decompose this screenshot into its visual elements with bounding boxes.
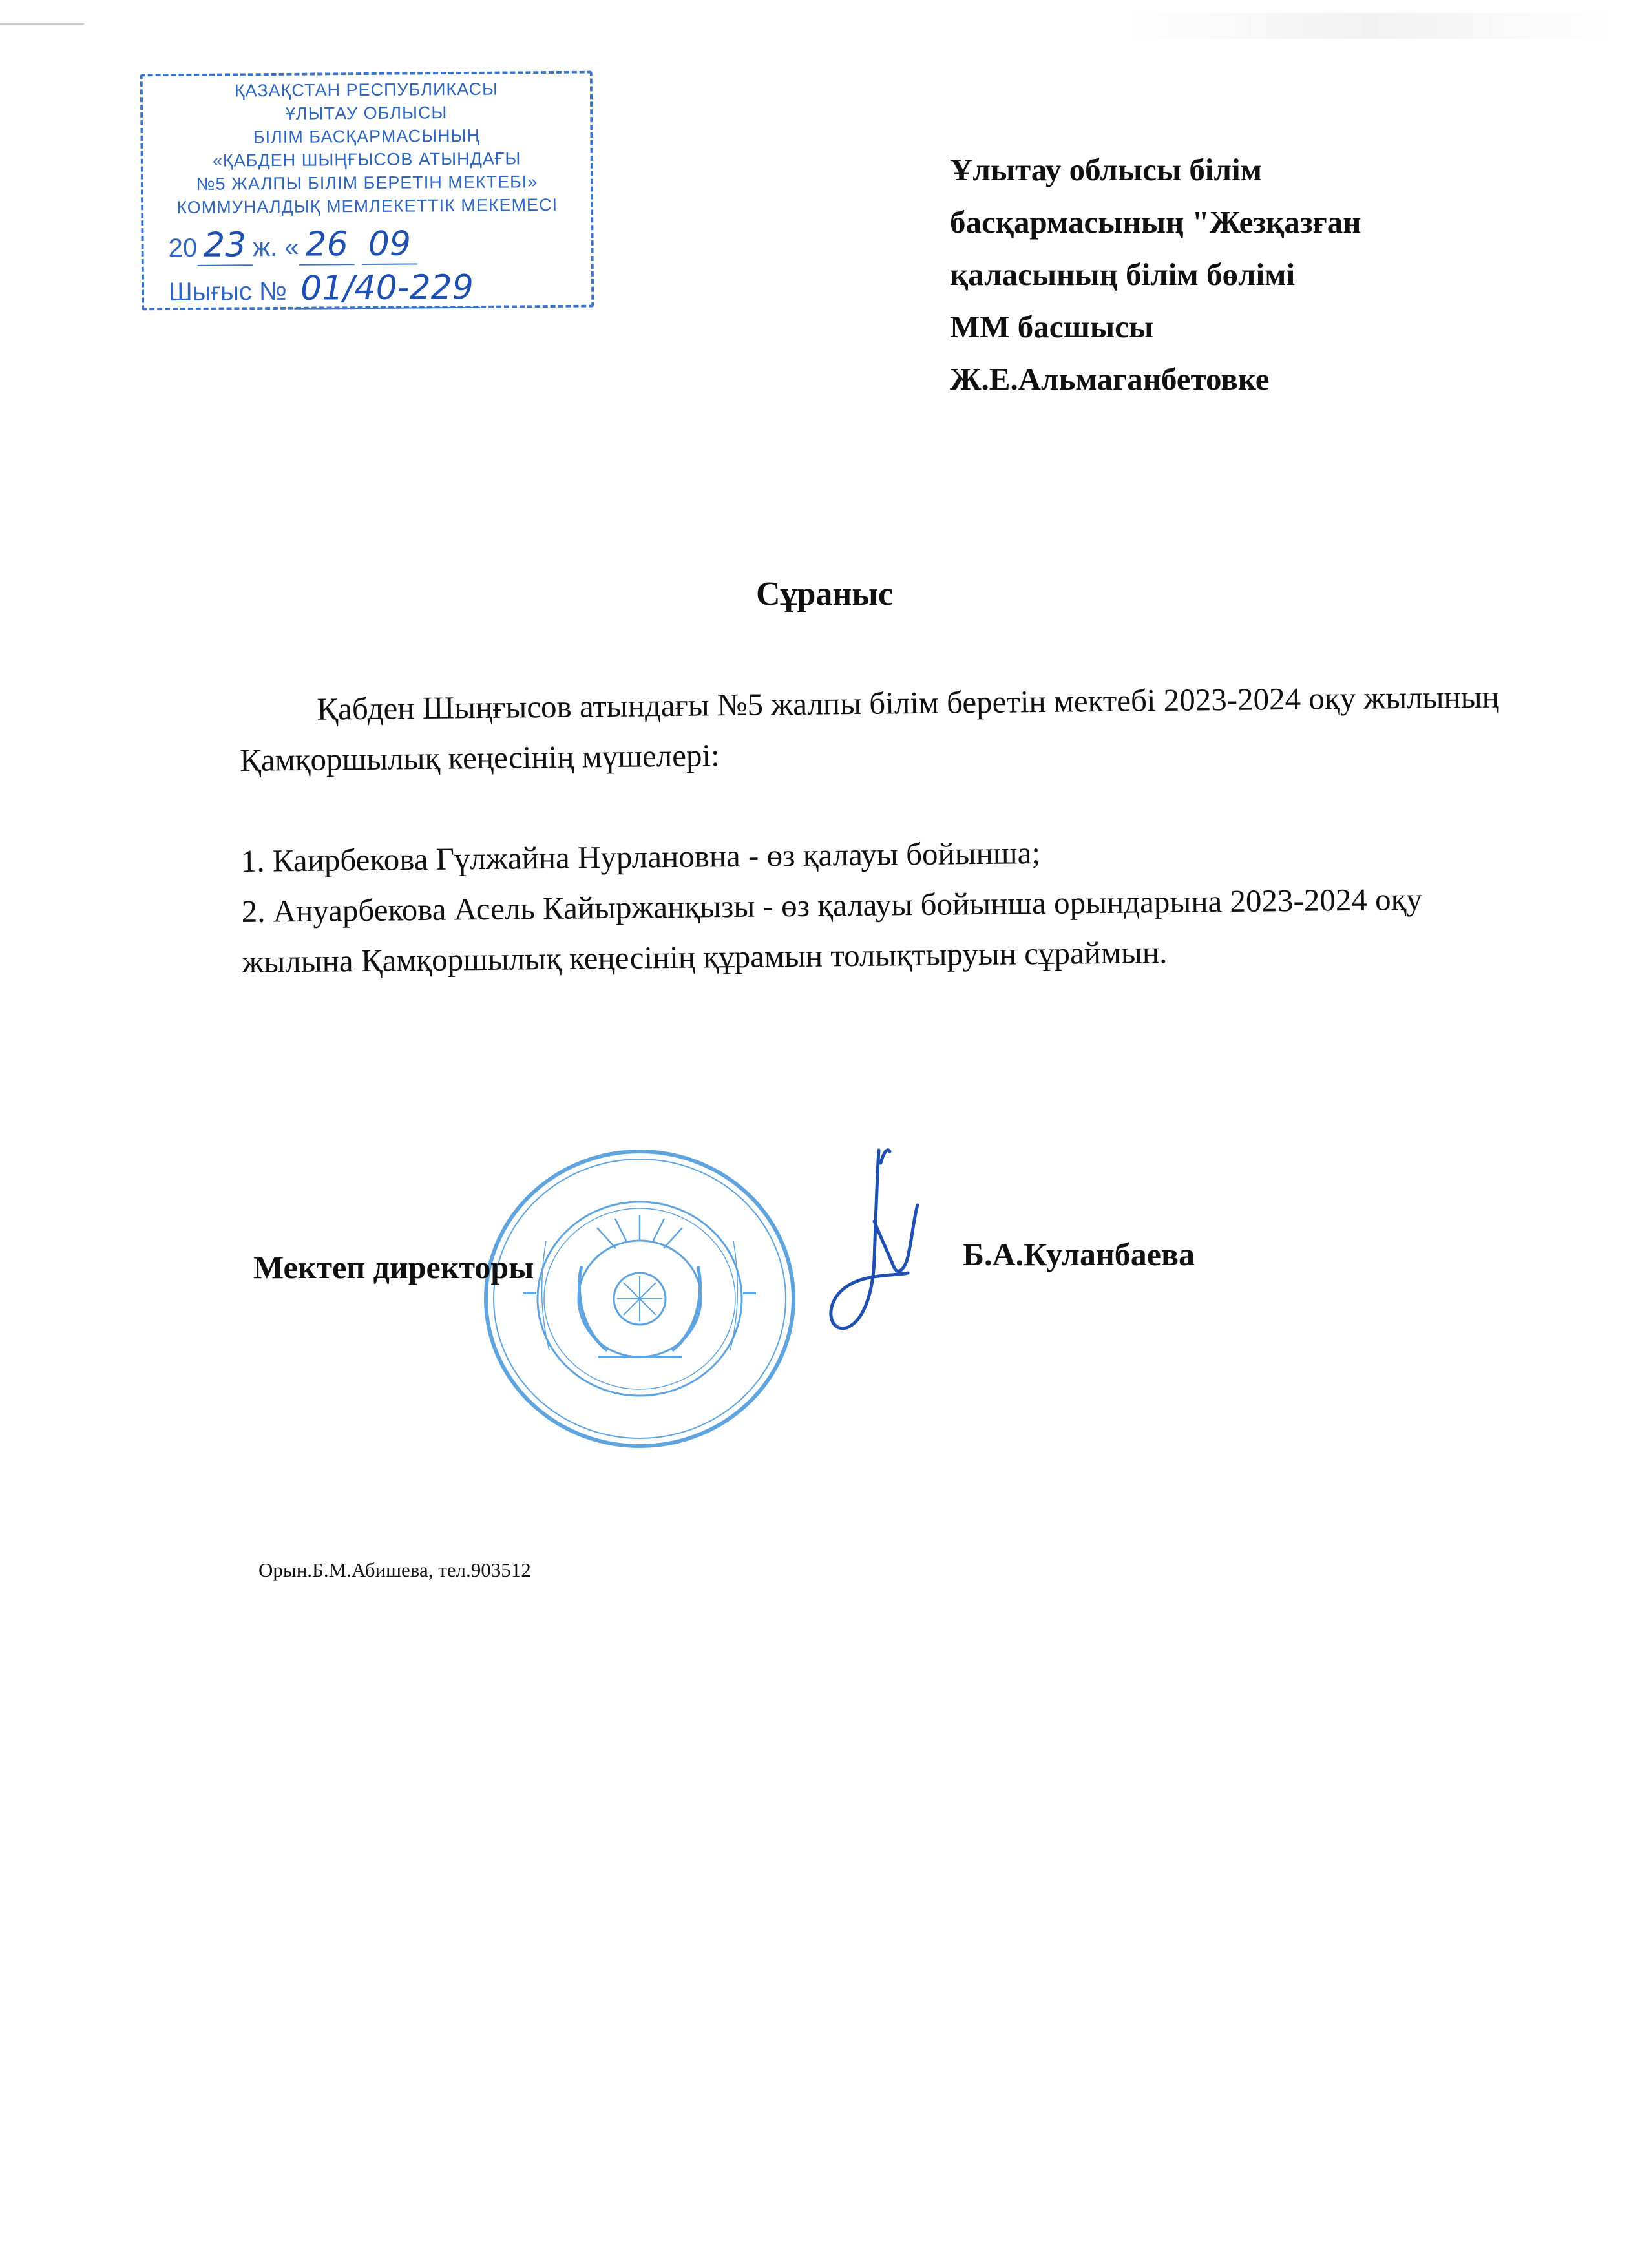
executor-contact: Орын.Б.М.Абишева, тел.903512	[258, 1559, 531, 1581]
stamp-line-school-name: «ҚАБДЕН ШЫҢҒЫСОВ АТЫНДАҒЫ	[212, 149, 521, 171]
stamp-year-prefix: 20	[168, 233, 198, 263]
stamp-date-row	[168, 224, 417, 265]
stamp-day-handwritten: 26	[299, 225, 355, 266]
member-list-item: 2. Ануарбекова Асель Кайыржанқызы - өз қалауы бойынша орындарына 2023-2024 оқу жылына Қамқоршылық кеңесінің құрамын толықтыруын сұраймын.	[241, 881, 1423, 980]
stamp-line-country: ҚАЗАҚСТАН РЕСПУБЛИКАСЫ	[234, 79, 499, 101]
stamp-line-region: ҰЛЫТАУ ОБЛЫСЫ	[285, 103, 448, 123]
addressee-line: Ұлытау облысы білім	[950, 152, 1262, 187]
document-title: Сұраныс	[755, 576, 894, 613]
addressee-line: қаласының білім бөлімі	[950, 257, 1296, 292]
stamp-number-row	[169, 268, 480, 309]
signatory-name: Б.А.Куланбаева	[963, 1236, 1195, 1272]
addressee-block	[950, 143, 1531, 405]
stamp-line-institution-type: КОММУНАЛДЫҚ МЕМЛЕКЕТТІК МЕКЕМЕСІ	[176, 194, 558, 218]
addressee-line: ММ басшысы	[950, 309, 1154, 344]
stamp-number-handwritten: 01/40-229	[294, 268, 480, 310]
scan-artifact-shade	[1124, 13, 1615, 39]
stamp-line-department: БІЛІМ БАСҚАРМАСЫНЫҢ	[253, 125, 481, 147]
outgoing-registration-stamp	[140, 71, 594, 311]
body-intro-paragraph: Қабден Шыңғысов атындағы №5 жалпы білім беретін мектебі 2023-2024 оқу жылының Қамқоршылық кеңесінің мүшелері:	[239, 678, 1500, 778]
addressee-name: Ж.Е.Альмаганбетовке	[950, 361, 1270, 397]
director-signature	[817, 1144, 927, 1357]
stamp-year-handwritten: 23	[197, 226, 253, 266]
addressee-line: басқармасының "Жезқазған	[950, 204, 1361, 240]
stamp-line-school-number: №5 ЖАЛПЫ БІЛІМ БЕРЕТІН МЕКТЕБІ»	[196, 172, 538, 194]
member-list-item: 1. Каирбекова Гүлжайна Нурлановна - өз қалауы бойынша;	[240, 835, 1041, 879]
stamp-month-handwritten: 09	[362, 224, 418, 265]
stamp-year-suffix: ж. «	[253, 233, 299, 262]
scan-artifact-line	[0, 23, 84, 25]
member-list	[240, 823, 1502, 987]
request-body	[239, 672, 1502, 987]
signatory-role: Мектеп директоры	[253, 1249, 534, 1285]
stamp-number-label: Шығыс №	[168, 277, 288, 307]
official-round-seal	[478, 1144, 801, 1454]
